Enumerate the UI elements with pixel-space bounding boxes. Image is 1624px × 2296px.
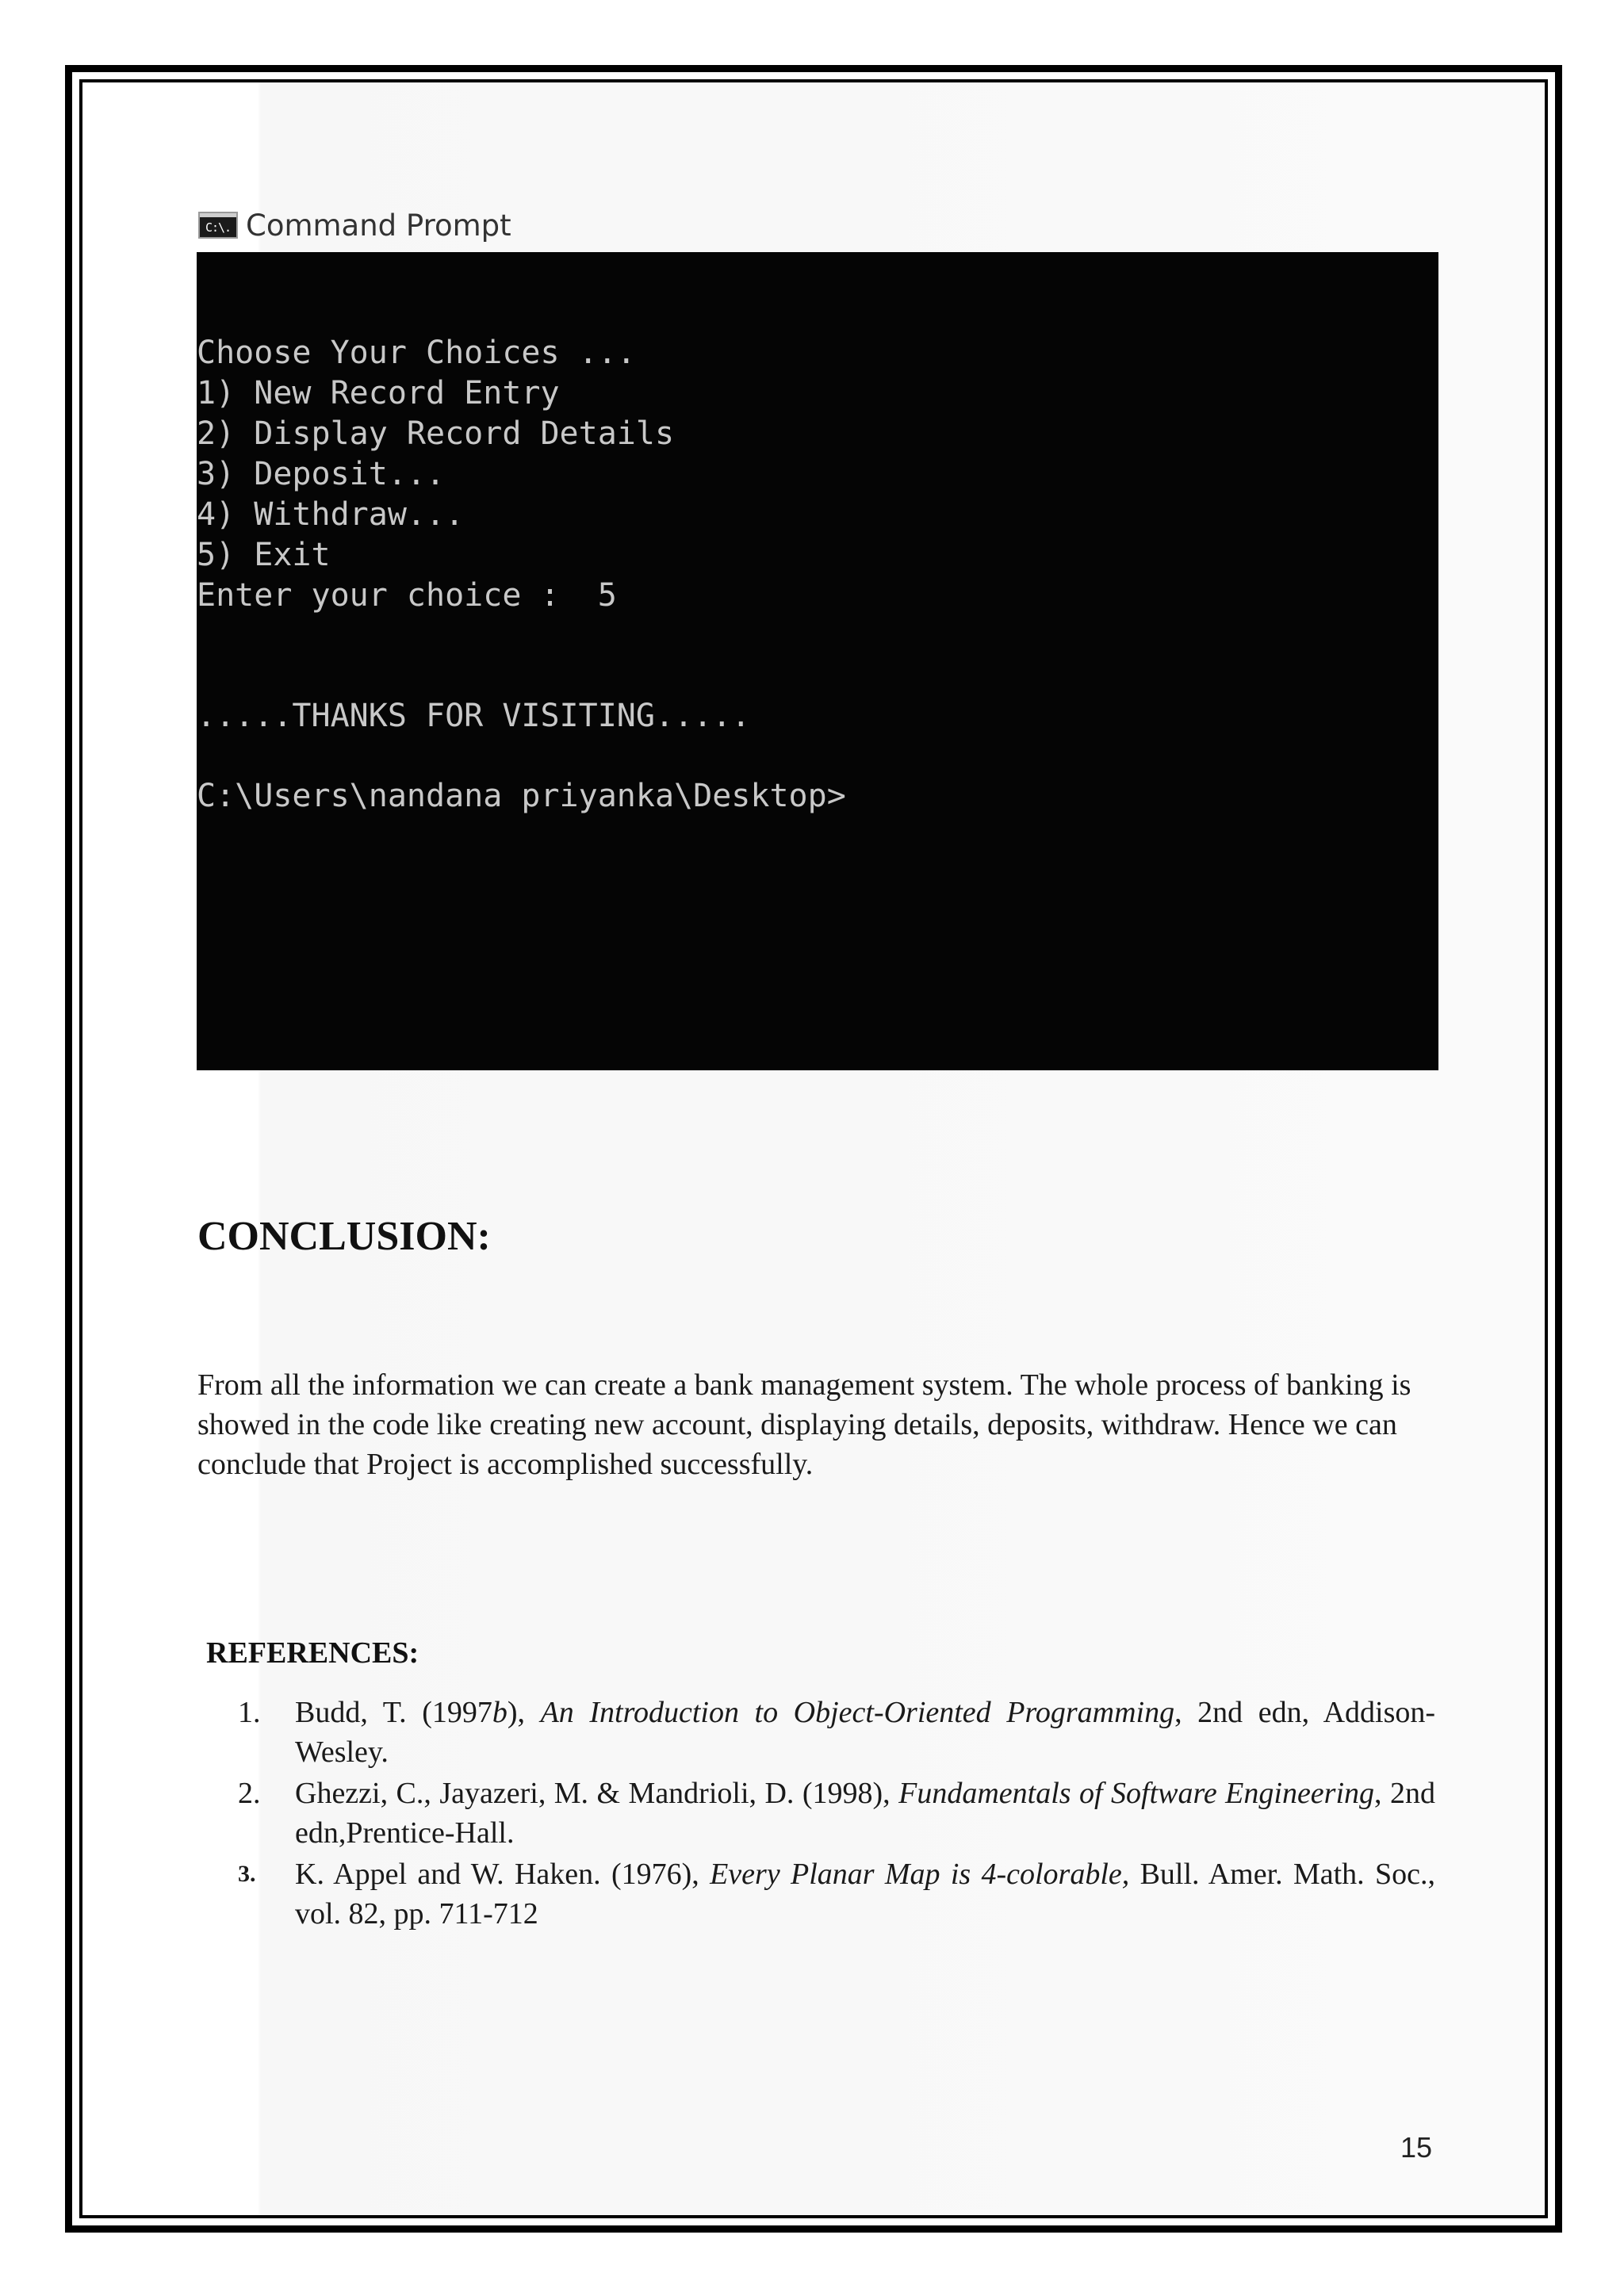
console-line-enter-choice: Enter your choice : 5 bbox=[197, 577, 617, 614]
console-spacer bbox=[197, 737, 1438, 776]
reference-title: Every Planar Map is 4-colorable, bbox=[710, 1858, 1130, 1891]
console-line-option-2: 2) Display Record Details bbox=[197, 415, 675, 452]
command-prompt-titlebar bbox=[198, 208, 511, 243]
references-heading: REFERENCES: bbox=[206, 1636, 419, 1670]
reference-text bbox=[295, 1854, 1435, 1934]
conclusion-heading: CONCLUSION: bbox=[197, 1214, 491, 1259]
reference-item bbox=[238, 1693, 1435, 1772]
reference-text bbox=[295, 1693, 1435, 1772]
console-line-prompt: C:\Users\nandana priyanka\Desktop> bbox=[197, 778, 846, 814]
page-number: 15 bbox=[1400, 2131, 1433, 2164]
command-prompt-title: Command Prompt bbox=[246, 208, 511, 243]
reference-author: K. Appel and W. Haken. (1976), bbox=[295, 1858, 710, 1891]
reference-number: 1. bbox=[238, 1696, 261, 1729]
references-list bbox=[238, 1693, 1435, 1935]
console-line-option-4: 4) Withdraw... bbox=[197, 496, 465, 533]
reference-details: , 2nd edn, Addison-Wesley. bbox=[295, 1696, 1436, 1769]
reference-text bbox=[295, 1774, 1435, 1853]
console-line-thanks: .....THANKS FOR VISITING..... bbox=[197, 698, 751, 734]
reference-details: , 2nd edn,Prentice-Hall. bbox=[295, 1777, 1435, 1850]
console-line-option-1: 1) New Record Entry bbox=[197, 375, 560, 411]
command-prompt-console bbox=[197, 252, 1438, 1070]
reference-item bbox=[238, 1854, 1435, 1934]
reference-details: Bull. Amer. Math. Soc., vol. 82, pp. 711-712 bbox=[295, 1858, 1435, 1931]
console-spacer bbox=[197, 616, 1438, 696]
reference-title: An Introduction to Object-Oriented Programming bbox=[540, 1696, 1175, 1729]
console-line-option-5: 5) Exit bbox=[197, 537, 331, 573]
reference-number: 3. bbox=[238, 1861, 256, 1887]
reference-author-suffix: b bbox=[492, 1696, 508, 1729]
reference-title: Fundamentals of Software Engineering bbox=[898, 1777, 1375, 1810]
reference-item bbox=[238, 1774, 1435, 1853]
reference-author-close: ), bbox=[507, 1696, 541, 1729]
reference-number: 2. bbox=[238, 1777, 261, 1810]
reference-author: Ghezzi, C., Jayazeri, M. & Mandrioli, D. (1998), bbox=[295, 1777, 899, 1810]
command-prompt-icon bbox=[198, 212, 238, 239]
conclusion-paragraph: From all the information we can create a bank management system. The whole process of banking is showed in the code like creating new account, displaying details, deposits, withdraw. Hence we can conclude that Project is accomplished successfully. bbox=[197, 1368, 1411, 1481]
console-line-choose: Choose Your Choices ... bbox=[197, 335, 636, 371]
command-prompt-icon-label: C:\. bbox=[205, 220, 232, 235]
console-line-option-3: 3) Deposit... bbox=[197, 456, 446, 492]
reference-author: Budd, T. (1997 bbox=[295, 1696, 492, 1729]
